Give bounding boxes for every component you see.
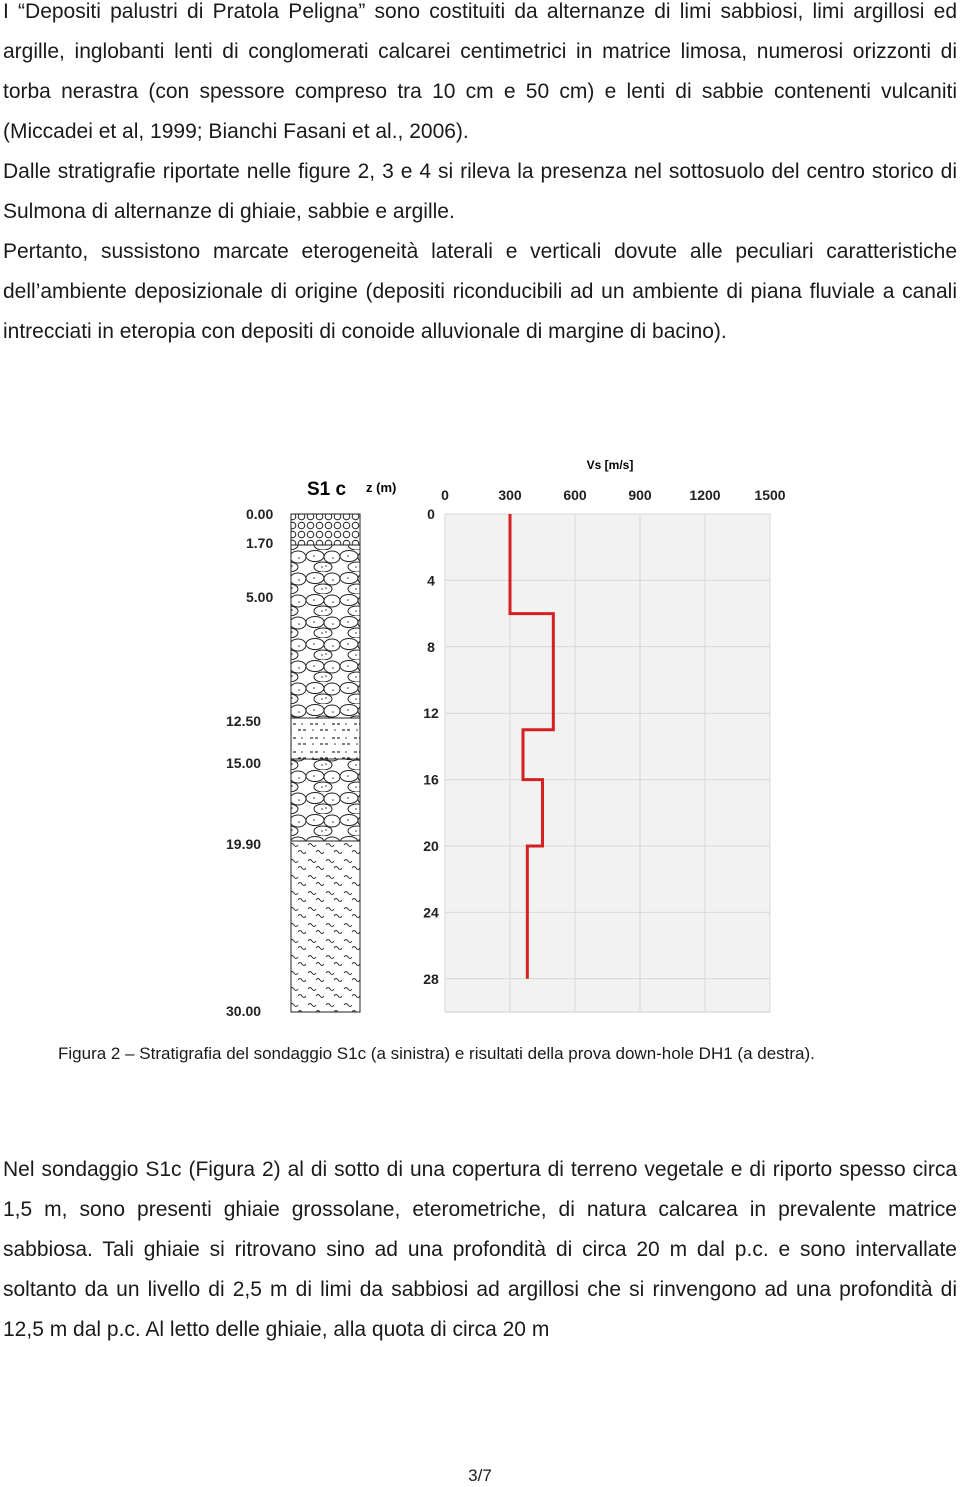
layer-depth-label: 1.70 bbox=[246, 535, 274, 551]
paragraph-stratigrafie: Dalle stratigrafie riportate nelle figure 2, 3 e 4 si rileva la presenza nel sottosuolo del centro storico di Sulmona di alternanze di ghiaie, sabbie e argille. bbox=[3, 160, 957, 223]
layer-depth-label: 15.00 bbox=[226, 755, 262, 771]
chart-y-tick-label: 12 bbox=[423, 705, 439, 722]
layer-depth-label: 12.50 bbox=[226, 713, 262, 729]
depth-axis-label: z (m) bbox=[366, 480, 397, 495]
layer-topsoil bbox=[291, 514, 360, 545]
chart-x-axis-label: Vs [m/s] bbox=[586, 458, 634, 472]
chart-x-tick-label: 1200 bbox=[689, 487, 721, 503]
chart-y-tick-label: 8 bbox=[427, 638, 435, 655]
paragraph-eterogeneita: Pertanto, sussistono marcate eterogeneità laterali e verticali dovute alle peculiari caratteristiche dell’ambiente deposizionale di origine (depositi riconducibili ad un ambiente di piana fluviale a canali intrecciati in eteropia con depositi di conoide alluvionale di margine di bacino). bbox=[3, 240, 957, 343]
chart-x-tick-label: 0 bbox=[441, 487, 449, 503]
chart-y-tick-label: 28 bbox=[423, 970, 439, 987]
layer-depth-label: 5.00 bbox=[246, 589, 274, 605]
chart-y-tick-label: 24 bbox=[423, 904, 439, 921]
figure-caption: Figura 2 – Stratigrafia del sondaggio S1c (a sinistra) e risultati della prova down-hole DH1 (a destra). bbox=[58, 1044, 815, 1063]
chart-y-tick-label: 20 bbox=[423, 838, 439, 854]
paragraph-depositi: I “Depositi palustri di Pratola Peligna” sono costituiti da alternanze di limi sabbiosi, limi argillosi ed argille, inglobanti lenti di conglomerati calcarei centimetrici in matrice limosa, numerosi orizzonti di torba nerastra (con spessore compreso tra 10 cm e 50 cm) e lenti di sabbie contenenti vulcaniti (Miccadei et al, 1999; Bianchi Fasani et al., 2006). bbox=[3, 0, 957, 143]
layer-depth-label: 30.00 bbox=[226, 1003, 262, 1019]
paragraph-sondaggio: Nel sondaggio S1c (Figura 2) al di sotto di una copertura di terreno vegetale e di riporto spesso circa 1,5 m, sono presenti ghiaie grossolane, eterometriche, di natura calcarea in prevalente matrice sabbiosa. Tali ghiaie si ritrovano sino ad una profondità di circa 20 m dal p.c. e sono intervallate soltanto da un livello di 2,5 m di limi da sabbiosi ad argillosi che si rinvengono ad una profondità di 12,5 m dal p.c. Al letto delle ghiaie, alla quota di circa 20 m bbox=[3, 1158, 957, 1341]
layer-silt bbox=[291, 718, 360, 759]
layer-clay bbox=[291, 841, 360, 1012]
chart-y-tick-label: 16 bbox=[423, 771, 439, 788]
layer-gravel-lower bbox=[291, 759, 360, 841]
chart-y-tick-label: 0 bbox=[427, 506, 435, 522]
layer-gravel-upper bbox=[291, 545, 360, 718]
vs-profile-chart bbox=[423, 487, 786, 1012]
chart-x-tick-label: 300 bbox=[498, 487, 522, 503]
chart-plot-area bbox=[445, 514, 770, 1012]
log-title: S1 c bbox=[307, 479, 347, 500]
chart-x-tick-label: 600 bbox=[563, 487, 587, 503]
page-number: 3/7 bbox=[468, 1466, 492, 1485]
chart-y-tick-label: 4 bbox=[427, 572, 435, 589]
layer-depth-label: 19.90 bbox=[226, 836, 262, 852]
figure-stratigraphy-downhole bbox=[0, 440, 960, 1040]
chart-x-tick-label: 900 bbox=[628, 487, 652, 503]
layer-depth-label: 0.00 bbox=[246, 506, 274, 522]
chart-x-tick-label: 1500 bbox=[754, 487, 786, 503]
